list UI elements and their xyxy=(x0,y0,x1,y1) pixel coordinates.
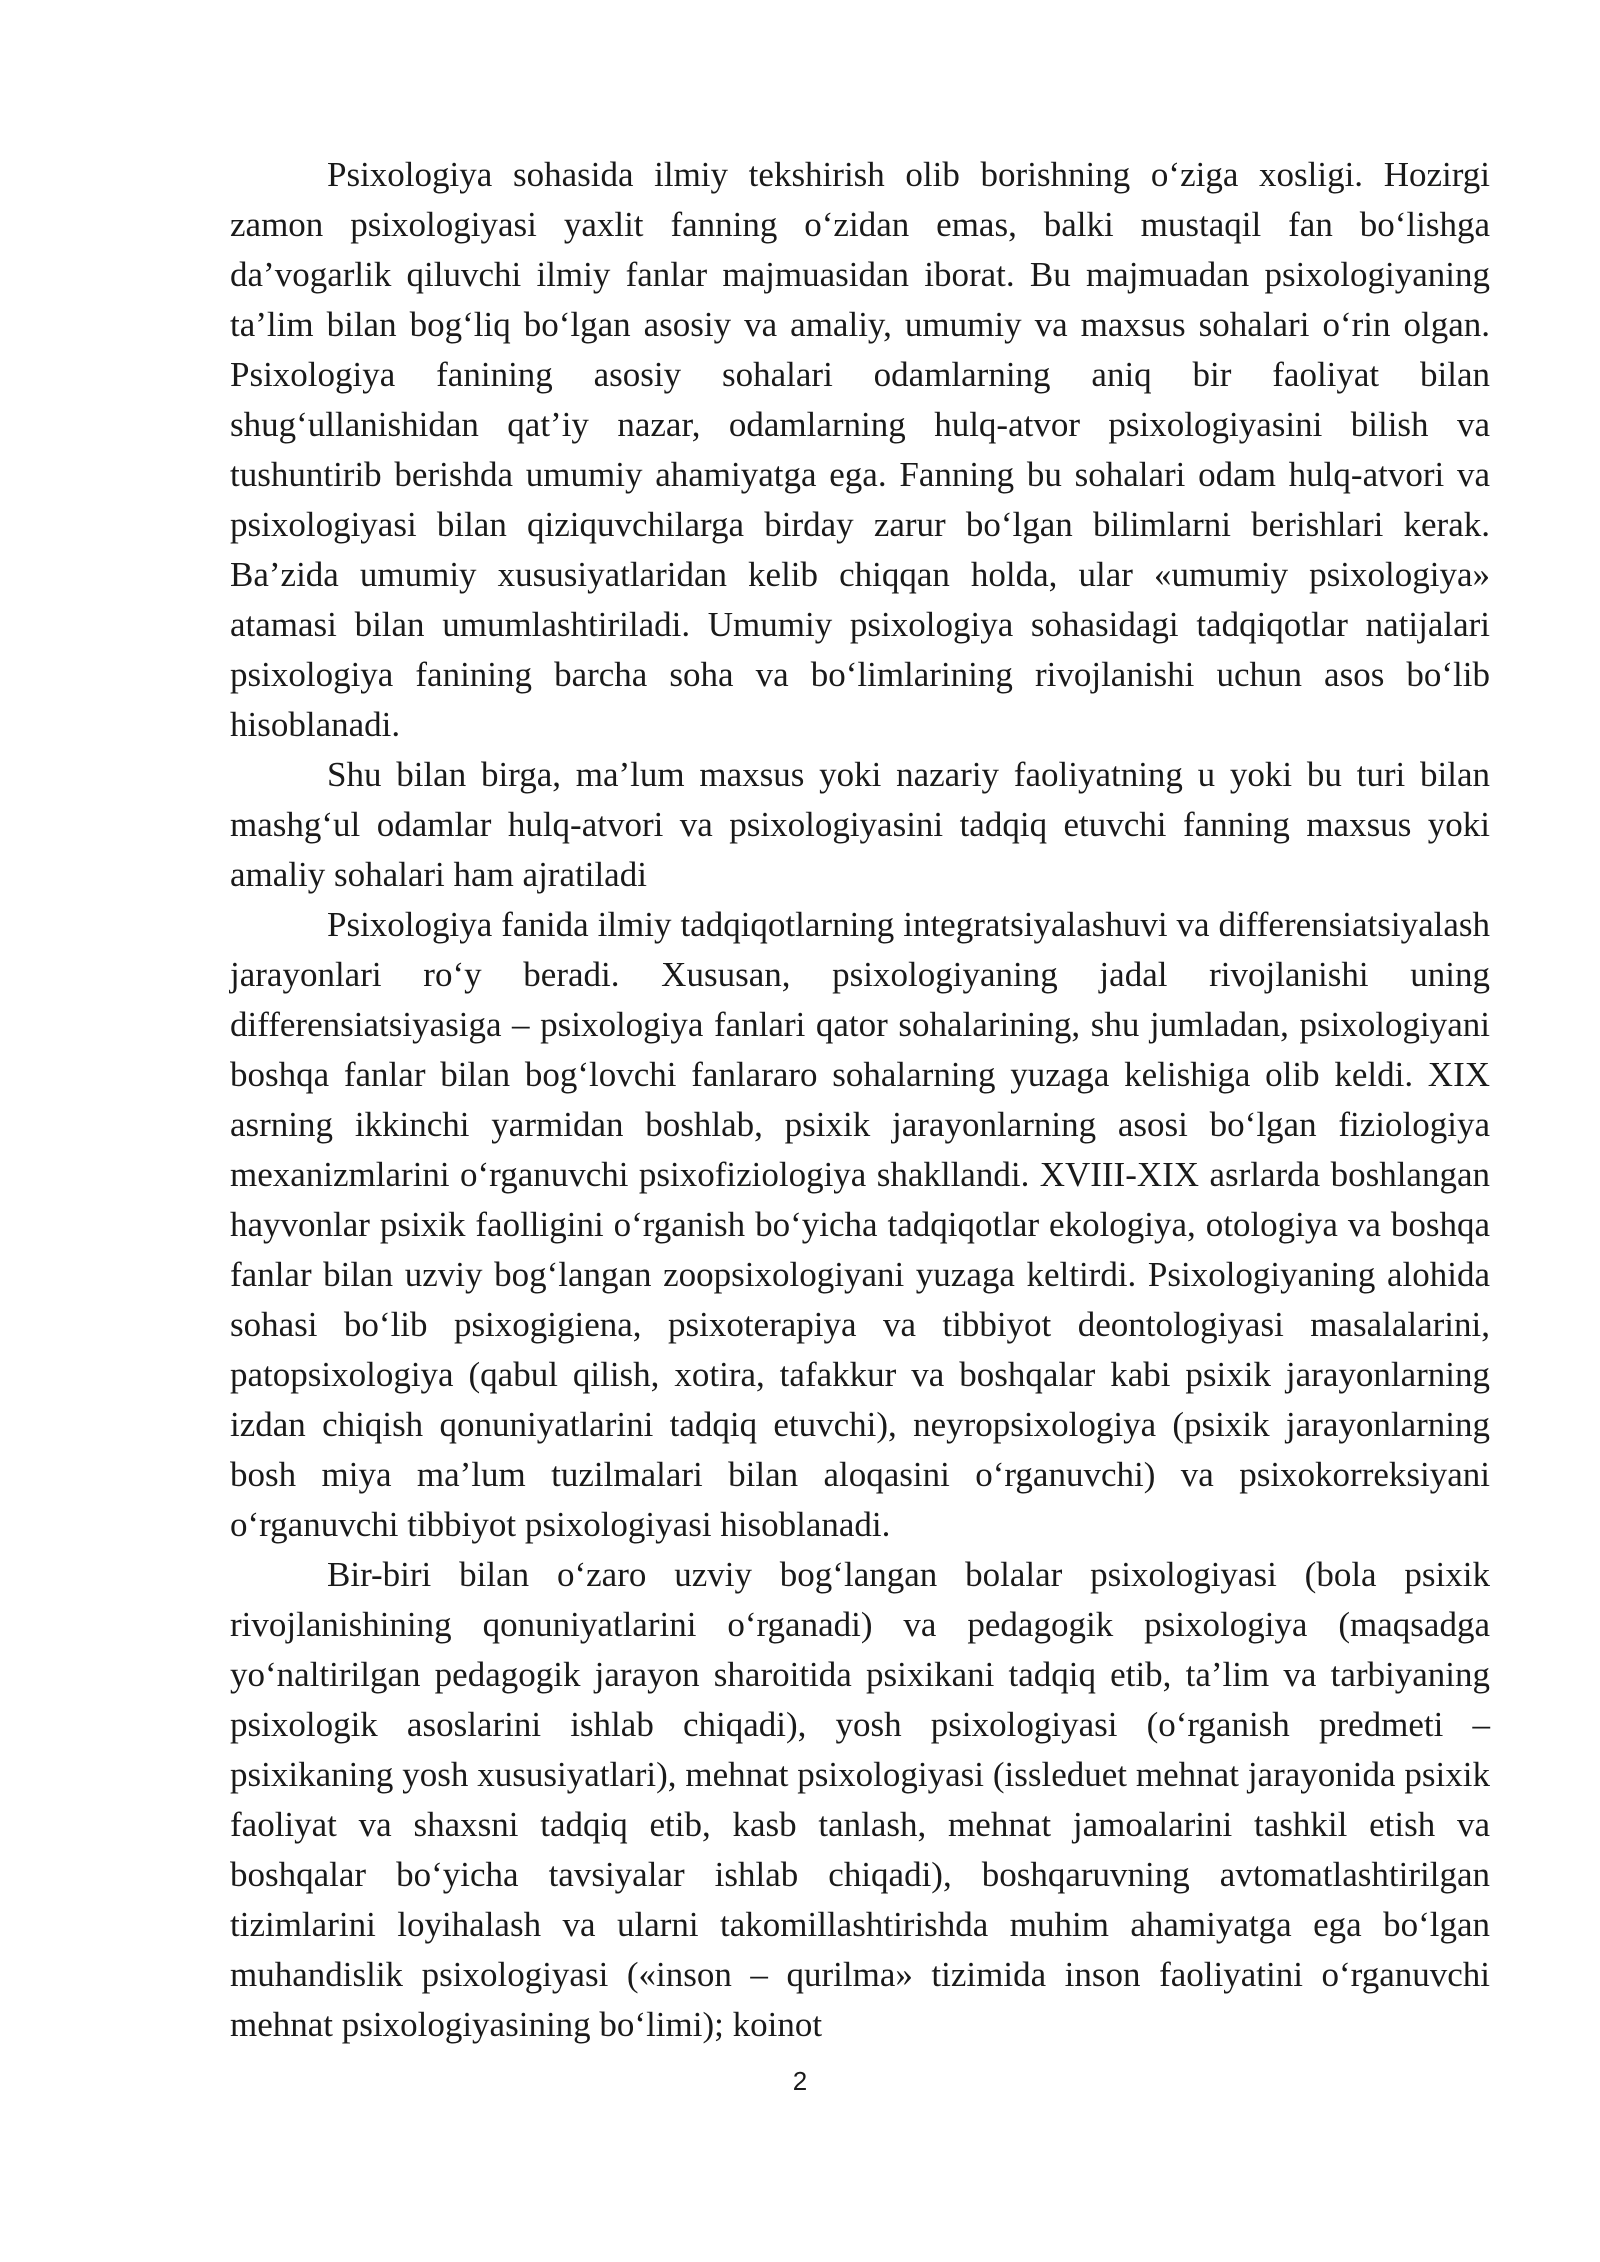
paragraph-3: Psixologiya fanida ilmiy tadqiqotlarning integratsiyalashuvi va differensiatsiyalash jarayonlari ro‘y beradi. Xususan, psixologiyaning jadal rivojlanishi uning differensiatsiyasiga – psixologiya fanlari qator sohalarining, shu jumladan, psixologiyani boshqa fanlar bilan bog‘lovchi fanlararo sohalarning yuzaga kelishiga olib keldi. XIX asrning ikkinchi yarmidan boshlab, psixik jarayonlarning asosi bo‘lgan fiziologiya mexanizmlarini o‘rganuvchi psixofiziologiya shakllandi. XVIII-XIX asrlarda boshlangan hayvonlar psixik faolligini o‘rganish bo‘yicha tadqiqotlar ekologiya, otologiya va boshqa fanlar bilan uzviy bog‘langan zoopsixologiyani yuzaga keltirdi. Psixologiyaning alohida sohasi bo‘lib psixogigiena, psixoterapiya va tibbiyot deontologiyasi masalalarini, patopsixologiya (qabul qilish, xotira, tafakkur va boshqalar kabi psixik jarayonlarning izdan chiqish qonuniyatlarini tadqiq etuvchi), neyropsixologiya (psixik jarayonlarning bosh miya ma’lum tuzilmalari bilan aloqasini o‘rganuvchi) va psixokorreksiyani o‘rganuvchi tibbiyot psixologiyasi hisoblanadi. xyxy=(230,905,1490,1544)
paragraph-1: Psixologiya sohasida ilmiy tekshirish olib borishning o‘ziga xosligi. Hozirgi zamon psixologiyasi yaxlit fanning o‘zidan emas, balki mustaqil fan bo‘lishga da’vogarlik qiluvchi ilmiy fanlar majmuasidan iborat. Bu majmuadan psixologiyaning ta’lim bilan bog‘liq bo‘lgan asosiy va amaliy, umumiy va maxsus sohalari o‘rin olgan. Psixologiya fanining asosiy sohalari odamlarning aniq bir faoliyat bilan shug‘ullanishidan qat’iy nazar, odamlarning hulq-atvor psixologiyasini bilish va tushuntirib berishda umumiy ahamiyatga ega. Fanning bu sohalari odam hulq-atvori va psixologiyasi bilan qiziquvchilarga birday zarur bo‘lgan bilimlarni berishlari kerak. Ba’zida umumiy xususiyatlaridan kelib chiqqan holda, ular «umumiy psixologiya» atamasi bilan umumlashtiriladi. Umumiy psixologiya sohasidagi tadqiqotlar natijalari psixologiya fanining barcha soha va bo‘limlarining rivojlanishi uchun asos bo‘lib hisoblanadi. xyxy=(230,155,1490,744)
paragraph-2: Shu bilan birga, ma’lum maxsus yoki nazariy faoliyatning u yoki bu turi bilan mashg‘ul odamlar hulq-atvori va psixologiyasini tadqiq etuvchi fanning maxsus yoki amaliy sohalari ham ajratiladi xyxy=(230,755,1490,894)
document-body xyxy=(230,150,1490,2050)
paragraph-4: Bir-biri bilan o‘zaro uzviy bog‘langan bolalar psixologiyasi (bola psixik rivojlanishining qonuniyatlarini o‘rganadi) va pedagogik psixologiya (maqsadga yo‘naltirilgan pedagogik jarayon sharoitida psixikani tadqiq etib, ta’lim va tarbiyaning psixologik asoslarini ishlab chiqadi), yosh psixologiyasi (o‘rganish predmeti – psixikaning yosh xususiyatlari), mehnat psixologiyasi (issleduet mehnat jarayonida psixik faoliyat va shaxsni tadqiq etib, kasb tanlash, mehnat jamoalarini tashkil etish va boshqalar bo‘yicha tavsiyalar ishlab chiqadi), boshqaruvning avtomatlashtirilgan tizimlarini loyihalash va ularni takomillashtirishda muhim ahamiyatga ega bo‘lgan muhandislik psixologiyasi («inson – qurilma» tizimida inson faoliyatini o‘rganuvchi mehnat psixologiyasining bo‘limi); koinot xyxy=(230,1555,1490,2044)
page-number: 2 xyxy=(792,2066,808,2096)
